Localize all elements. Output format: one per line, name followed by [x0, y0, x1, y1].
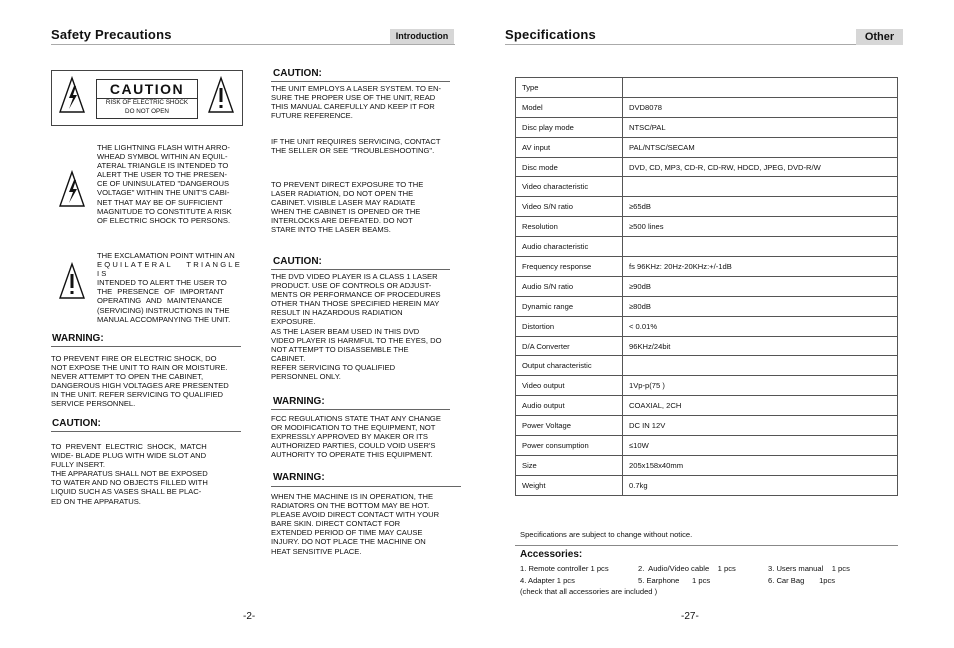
accessories-heading: Accessories:: [520, 549, 583, 560]
table-row: [516, 217, 898, 237]
spec-label: Frequency response: [516, 257, 623, 277]
spec-notice: Specifications are subject to change without notice.: [520, 530, 693, 539]
mid-warning1-text: [271, 414, 456, 459]
spec-label: Audio output: [516, 396, 623, 416]
text-line: OF ELECTRIC SHOCK TO PERSONS.: [97, 215, 231, 225]
spec-value: DVD8078: [623, 97, 898, 117]
text-line: THE APPARATUS SHALL NOT BE EXPOSED: [51, 469, 208, 479]
mid-caution1-heading: CAUTION:: [273, 68, 322, 79]
spec-label: Disc mode: [516, 157, 623, 177]
spec-value: < 0.01%: [623, 316, 898, 336]
spec-value: [623, 237, 898, 257]
text-line: ATERAL TRIANGLE IS INTENDED TO: [97, 161, 229, 171]
text-line: NOT EXPOSE THE UNIT TO RAIN OR MOISTURE.: [51, 363, 228, 373]
text-line: VOLTAGE" WITHIN THE UNIT'S CABI-: [97, 188, 230, 198]
spec-value: PAL/NTSC/SECAM: [623, 137, 898, 157]
table-row: [516, 356, 898, 376]
spec-label: Audio characteristic: [516, 237, 623, 257]
warning-heading: WARNING:: [52, 333, 104, 344]
table-row: [516, 276, 898, 296]
text-line: NET THAT MAY BE OF SUFFICIENT: [97, 197, 223, 207]
spec-value: ≥90dB: [623, 276, 898, 296]
mid-exposure-text: [271, 180, 456, 235]
table-row: [516, 316, 898, 336]
text-line: NOT ATTEMPT TO DISASSEMBLE THE: [271, 344, 409, 354]
spec-value: NTSC/PAL: [623, 117, 898, 137]
spec-value: [623, 356, 898, 376]
table-row: [516, 475, 898, 495]
table-row: [516, 376, 898, 396]
table-row: [516, 137, 898, 157]
spec-label: Video characteristic: [516, 177, 623, 197]
table-row: [516, 157, 898, 177]
text-line: RESULT IN HAZARDOUS RADIATION: [271, 308, 403, 318]
table-row: [516, 117, 898, 137]
spec-label: Video output: [516, 376, 623, 396]
text-line: THE DVD VIDEO PLAYER IS A CLASS 1 LASER: [271, 272, 438, 281]
text-line: EXPOSURE.: [271, 317, 316, 327]
warning-text: [51, 354, 246, 409]
table-row: [516, 436, 898, 456]
accessory-item: 6. Car Bag 1pcs: [768, 576, 836, 585]
text-line: THE EXCLAMATION POINT WITHIN AN: [97, 251, 235, 260]
table-row: [516, 296, 898, 316]
text-line: TO PREVENT DIRECT EXPOSURE TO THE: [271, 180, 424, 189]
table-row: [516, 177, 898, 197]
heading-rule: [271, 269, 450, 270]
accessories-note: (check that all accessories are included ): [520, 587, 658, 596]
text-line: CABINET.: [271, 353, 306, 363]
text-line: THE PRESENCE OF IMPORTANT: [97, 287, 224, 297]
text-line: TO WATER AND NO OBJECTS FILLED WITH: [51, 478, 208, 488]
heading-rule: [271, 486, 461, 487]
spec-label: Model: [516, 97, 623, 117]
text-line: MENTS OR PERFORMANCE OF PROCEDURES: [271, 290, 441, 300]
page-number: -2-: [243, 611, 256, 622]
text-line: DANGEROUS HIGH VOLTAGES ARE PRESENTED: [51, 381, 229, 391]
text-line: SERVICE PERSONNEL.: [51, 399, 136, 409]
heading-rule: [51, 431, 241, 432]
accessory-item: 1. Remote controller 1 pcs: [520, 564, 609, 573]
text-line: THIS MANUAL CAREFULLY AND KEEP IT FOR: [271, 102, 435, 112]
spec-value: ≥500 lines: [623, 217, 898, 237]
spec-label: Output characteristic: [516, 356, 623, 376]
spec-value: [623, 78, 898, 98]
mid-caution2-text: [271, 272, 456, 381]
accessory-item: 4. Adapter 1 pcs: [520, 576, 575, 585]
caution-box-subtitle: [96, 98, 198, 119]
caution-box-title: CAUTION: [96, 79, 198, 99]
mid-warning1-heading: WARNING:: [273, 396, 325, 407]
text-line: ALERT THE USER TO THE PRESEN-: [97, 170, 227, 180]
spec-label: Weight: [516, 475, 623, 495]
spec-value: DC IN 12V: [623, 416, 898, 436]
spec-value: fs 96KHz: 20Hz-20KHz:+/-1dB: [623, 257, 898, 277]
mid-caution1-text: [271, 84, 456, 120]
text-line: OTHER THAN THOSE SPECIFIED HEREIN MAY: [271, 299, 440, 309]
text-line: INTERLOCKS ARE DEFEATED. DO NOT: [271, 216, 413, 226]
text-line: TO PREVENT FIRE OR ELECTRIC SHOCK, DO: [51, 354, 217, 363]
table-row: [516, 257, 898, 277]
text-line: CABINET. VISIBLE LASER MAY RADIATE: [271, 198, 416, 208]
text-line: REFER SERVICING TO QUALIFIED: [271, 362, 396, 372]
mid-service-text: [271, 137, 456, 155]
spec-value: COAXIAL, 2CH: [623, 396, 898, 416]
heading-rule: [271, 81, 450, 82]
accessory-item: 2. Audio/Video cable 1 pcs: [638, 564, 736, 573]
spec-value: [623, 177, 898, 197]
text-line: STARE INTO THE LASER BEAMS.: [271, 225, 391, 235]
spec-label: AV input: [516, 137, 623, 157]
text-line: OR MODIFICATION TO THE EQUIPMENT, NOT: [271, 423, 436, 433]
table-row: [516, 416, 898, 436]
page-title: Specifications: [505, 27, 596, 42]
text-line: LASER RADIATION, DO NOT OPEN THE: [271, 189, 414, 199]
table-row: [516, 455, 898, 475]
caution-heading: CAUTION:: [52, 418, 101, 429]
caution-box-subtitle-line2: DO NOT OPEN: [125, 107, 169, 115]
text-line: EXTENDED PERIOD OF TIME MAY CAUSE: [271, 528, 423, 538]
spec-value: 96KHz/24bit: [623, 336, 898, 356]
text-line: THE UNIT EMPLOYS A LASER SYSTEM. TO EN-: [271, 84, 442, 93]
section-tag: Introduction: [390, 29, 454, 44]
text-line: VIDEO PLAYER IS HARMFUL TO THE EYES, DO: [271, 335, 442, 345]
text-line: FULLY INSERT.: [51, 460, 106, 470]
title-rule: [51, 44, 455, 45]
lightning-warning-icon: [58, 76, 86, 114]
text-line: BARE SKIN. DIRECT CONTACT FOR: [271, 519, 401, 529]
spec-label: Type: [516, 78, 623, 98]
spec-label: Resolution: [516, 217, 623, 237]
text-line: TO PREVENT ELECTRIC SHOCK, MATCH: [51, 442, 207, 451]
text-line: EXPRESSLY APPROVED BY MAKER OR ITS: [271, 432, 428, 442]
spec-label: Power Voltage: [516, 416, 623, 436]
text-line: PERSONNEL ONLY.: [271, 372, 341, 382]
caution-box-subtitle-line1: RISK OF ELECTRIC SHOCK: [105, 99, 189, 106]
text-line: ED ON THE APPARATUS.: [51, 496, 141, 506]
heading-rule: [271, 409, 450, 410]
text-line: FUTURE REFERENCE.: [271, 111, 353, 121]
text-line: WHEAD SYMBOL WITHIN AN EQUIL-: [97, 152, 228, 162]
table-row: [516, 336, 898, 356]
text-line: FCC REGULATIONS STATE THAT ANY CHANGE: [271, 414, 441, 423]
spec-value: ≤10W: [623, 436, 898, 456]
spec-value: ≥80dB: [623, 296, 898, 316]
accessory-item: 5. Earphone 1 pcs: [638, 576, 711, 585]
caution-text: [51, 442, 246, 506]
spec-label: Distortion: [516, 316, 623, 336]
page-number: -27-: [681, 611, 699, 622]
spec-value: 205x158x40mm: [623, 455, 898, 475]
table-row: [516, 197, 898, 217]
table-row: [516, 396, 898, 416]
spec-label: Disc play mode: [516, 117, 623, 137]
lightning-explanation: [97, 143, 247, 225]
text-line: MANUAL ACCOMPANYING THE UNIT.: [97, 314, 231, 324]
spec-label: Size: [516, 455, 623, 475]
accessories-rule: [515, 545, 898, 546]
exclamation-warning-icon: [207, 76, 235, 114]
exclamation-symbol-icon: [58, 262, 86, 300]
spec-label: Dynamic range: [516, 296, 623, 316]
text-line: RADIATORS ON THE BOTTOM MAY BE HOT.: [271, 501, 430, 511]
spec-label: Audio S/N ratio: [516, 276, 623, 296]
table-row: [516, 97, 898, 117]
mid-warning2-heading: WARNING:: [273, 472, 325, 483]
lightning-symbol-icon: [58, 170, 86, 208]
heading-rule: [51, 346, 241, 347]
table-row: [516, 78, 898, 98]
mid-warning2-text: [271, 492, 463, 556]
spec-value: DVD, CD, MP3, CD-R, CD-RW, HDCD, JPEG, DVD-R/W: [623, 157, 898, 177]
spec-value: 1Vp-p(75 ): [623, 376, 898, 396]
text-line: THE SELLER OR SEE "TROUBLESHOOTING".: [271, 146, 435, 156]
spec-label: Power consumption: [516, 436, 623, 456]
text-line: MAGNITUDE TO CONSTITUTE A RISK: [97, 206, 232, 216]
text-line: AS THE LASER BEAM USED IN THIS DVD: [271, 326, 420, 336]
text-line: INTENDED TO ALERT THE USER TO: [97, 278, 227, 288]
text-line: WHEN THE CABINET IS OPENED OR THE: [271, 207, 421, 217]
exclamation-explanation: [97, 251, 242, 324]
text-line: IN THE UNIT. REFER SERVICING TO QUALIFIED: [51, 390, 224, 400]
text-line: LIQUID SUCH AS VASES SHALL BE PLAC-: [51, 487, 202, 497]
spec-value: ≥65dB: [623, 197, 898, 217]
text-line: SURE THE PROPER USE OF THE UNIT, READ: [271, 93, 436, 103]
spec-value: 0.7kg: [623, 475, 898, 495]
text-line: CE OF UNINSULATED "DANGEROUS: [97, 179, 230, 189]
title-rule: [505, 44, 903, 45]
text-line: PRODUCT. USE OF CONTROLS OR ADJUST-: [271, 281, 432, 291]
text-line: OPERATING AND MAINTENANCE: [97, 296, 223, 306]
text-line: IF THE UNIT REQUIRES SERVICING, CONTACT: [271, 137, 441, 146]
text-line: HEAT SENSITIVE PLACE.: [271, 546, 362, 556]
text-line: WHEN THE MACHINE IS IN OPERATION, THE: [271, 492, 434, 501]
accessory-item: 3. Users manual 1 pcs: [768, 564, 850, 573]
text-line: PLEASE AVOID DIRECT CONTACT WITH YOUR: [271, 510, 440, 520]
mid-caution2-heading: CAUTION:: [273, 256, 322, 267]
spec-label: D/A Converter: [516, 336, 623, 356]
text-line: THE LIGHTNING FLASH WITH ARRO-: [97, 143, 230, 152]
table-row: [516, 237, 898, 257]
text-line: NEVER ATTEMPT TO OPEN THE CABINET,: [51, 372, 204, 382]
text-line: EQUILATERAL TRIANGLE IS: [97, 260, 242, 279]
spec-label: Video S/N ratio: [516, 197, 623, 217]
text-line: WIDE- BLADE PLUG WITH WIDE SLOT AND: [51, 451, 207, 461]
specifications-table: [515, 77, 898, 496]
section-tag: Other: [856, 29, 903, 45]
page-title: Safety Precautions: [51, 27, 172, 42]
text-line: AUTHORIZED PARTIES, COULD VOID USER'S: [271, 441, 436, 451]
text-line: (SERVICING) INSTRUCTIONS IN THE: [97, 305, 230, 315]
text-line: AUTHORITY TO OPERATE THIS EQUIPMENT.: [271, 450, 433, 460]
text-line: INJURY. DO NOT PLACE THE MACHINE ON: [271, 537, 426, 547]
